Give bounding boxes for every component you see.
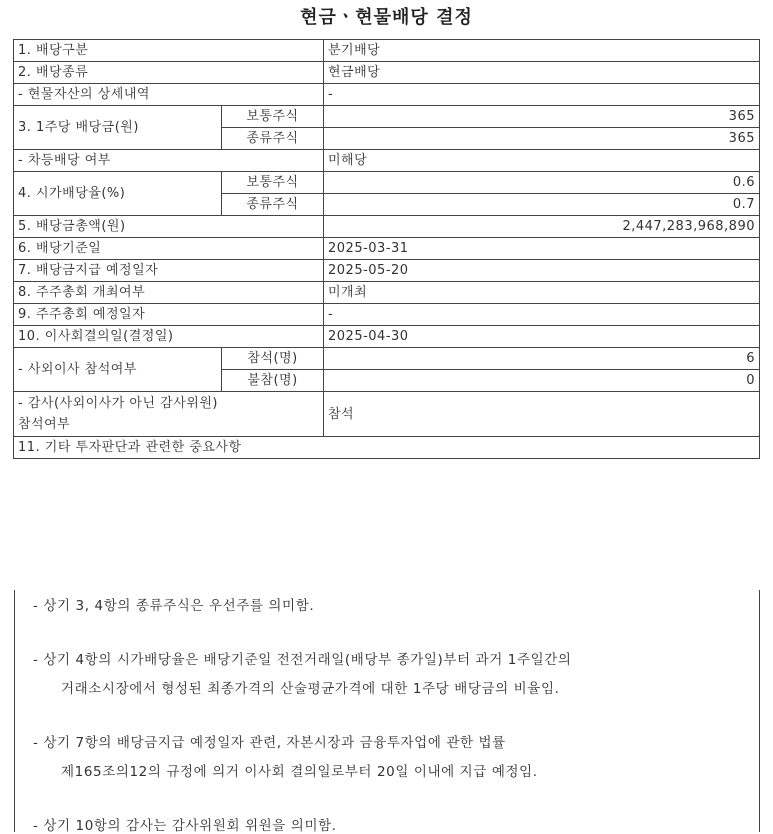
table-row — [14, 260, 760, 282]
table-row — [14, 172, 760, 194]
sub-label: 참석(명) — [222, 348, 324, 370]
table-row — [14, 216, 760, 238]
page-title: 현금ㆍ현물배당 결정 — [300, 7, 473, 28]
row-label: - 현물자산의 상세내역 — [14, 84, 324, 106]
row-value: 미개최 — [324, 282, 760, 304]
row-label: 10. 이사회결의일(결정일) — [14, 326, 324, 348]
sub-label: 종류주식 — [222, 128, 324, 150]
row-value: 분기배당 — [324, 40, 760, 62]
table-row — [14, 106, 760, 128]
row-value: 0.6 — [324, 172, 760, 194]
row-label: 9. 주주총회 예정일자 — [14, 304, 324, 326]
important-notes — [14, 590, 760, 832]
row-label: 7. 배당금지급 예정일자 — [14, 260, 324, 282]
sub-label: 종류주식 — [222, 194, 324, 216]
note-line: - 상기 3, 4항의 종류주식은 우선주를 의미함. — [33, 598, 315, 614]
dividend-table — [13, 39, 760, 459]
row-label: 6. 배당기준일 — [14, 238, 324, 260]
row-value: 0 — [324, 370, 760, 392]
row-label: 4. 시가배당율(%) — [14, 172, 222, 216]
table-row — [14, 282, 760, 304]
row-value: 365 — [324, 106, 760, 128]
note-line: 제165조의12의 규정에 의거 이사회 결의일로부터 20일 이내에 지급 예정임. — [61, 764, 538, 780]
table-row — [14, 392, 760, 437]
row-label: 8. 주주총회 개최여부 — [14, 282, 324, 304]
row-label: 5. 배당금총액(원) — [14, 216, 324, 238]
row-value: 6 — [324, 348, 760, 370]
row-label — [14, 392, 324, 437]
row-label: 1. 배당구분 — [14, 40, 324, 62]
row-value: 365 — [324, 128, 760, 150]
table-row — [14, 326, 760, 348]
table-row — [14, 238, 760, 260]
row-value: - — [324, 84, 760, 106]
table-row — [14, 40, 760, 62]
row-value: 현금배당 — [324, 62, 760, 84]
row-label: 2. 배당종류 — [14, 62, 324, 84]
note-line: - 상기 4항의 시가배당율은 배당기준일 전전거래일(배당부 종가일)부터 과거 1주일간의 — [33, 652, 572, 668]
table-row — [14, 304, 760, 326]
row-value: 2025-04-30 — [324, 326, 760, 348]
note-line: 거래소시장에서 형성된 최종가격의 산술평균가격에 대한 1주당 배당금의 비율임. — [61, 681, 560, 697]
row-value: 미해당 — [324, 150, 760, 172]
row-label: 3. 1주당 배당금(원) — [14, 106, 222, 150]
table-row — [14, 150, 760, 172]
note-line: - 상기 10항의 감사는 감사위원회 위원을 의미함. — [33, 818, 337, 834]
row-label-line: - 감사(사외이사가 아닌 감사위원) — [18, 396, 218, 411]
sub-label: 보통주식 — [222, 106, 324, 128]
table-row — [14, 437, 760, 459]
table-row — [14, 348, 760, 370]
row-value: 2025-03-31 — [324, 238, 760, 260]
row-value: 참석 — [324, 392, 760, 437]
table-row — [14, 62, 760, 84]
table-row — [14, 84, 760, 106]
section-heading: 11. 기타 투자판단과 관련한 중요사항 — [14, 437, 760, 459]
row-value: 2025-05-20 — [324, 260, 760, 282]
row-value: 2,447,283,968,890 — [324, 216, 760, 238]
row-value: 0.7 — [324, 194, 760, 216]
sub-label: 불참(명) — [222, 370, 324, 392]
row-value: - — [324, 304, 760, 326]
sub-label: 보통주식 — [222, 172, 324, 194]
row-label-line: 참석여부 — [18, 417, 71, 432]
note-line: - 상기 7항의 배당금지급 예정일자 관련, 자본시장과 금융투자업에 관한 법률 — [33, 735, 506, 751]
row-label: - 사외이사 참석여부 — [14, 348, 222, 392]
row-label: - 차등배당 여부 — [14, 150, 324, 172]
